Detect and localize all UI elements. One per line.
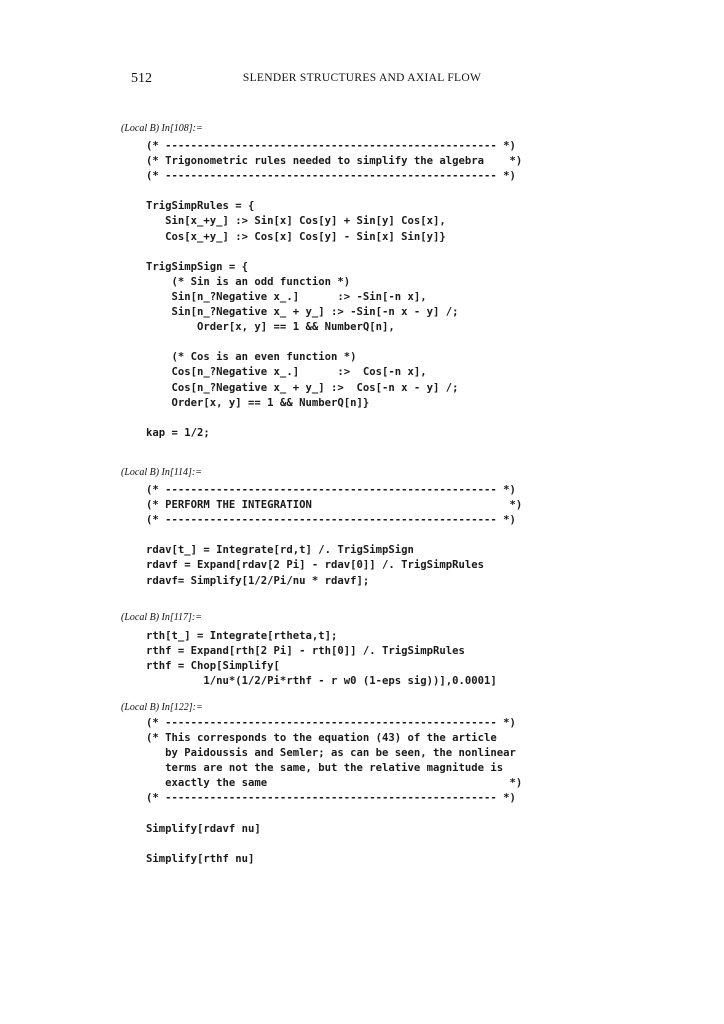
cell-label-117: (Local B) In[117]:= <box>121 612 202 623</box>
cell-label-122: (Local B) In[122]:= <box>121 702 203 713</box>
code-block-integration: (* ---------------------------------------------------- *) (* PERFORM THE INTEGRATION *) (* ---------------------------------------------------- *) rdav[t_] = Integrate[rd,t] /. TrigSimpSign rdavf = Expand[rdav[2 Pi] - rdav[0]] /. TrigSimpRules rdavf= Simplify[1/2/Pi/nu * rdavf]; <box>146 484 523 587</box>
page-number: 512 <box>131 71 152 86</box>
cell-label-114: (Local B) In[114]:= <box>121 467 202 478</box>
code-block-rtheta: rth[t_] = Integrate[rtheta,t]; rthf = Expand[rth[2 Pi] - rth[0]] /. TrigSimpRules rthf = Chop[Simplify[ 1/nu*(1/2/Pi*rthf - r w0 (1-eps sig))],0.0001] <box>146 630 497 688</box>
code-block-trig-rules: (* ---------------------------------------------------- *) (* Trigonometric rules needed to simplify the algebra *) (* ---------------------------------------------------- *) TrigSimpRules = { Sin[x_+y_] :> Sin[x] Cos[y] + Sin[y] Cos[x], Cos[x_+y_] :> Cos[x] Cos[y] - Sin[x] Sin[y]} TrigSimpSign = { (* Sin is an odd function *) Sin[n_?Negative x_.] :> -Sin[-n x], Sin[n_?Negative x_ + y_] :> -Sin[-n x - y] /; Order[x, y] == 1 && NumberQ[n], (* Cos is an even function *) Cos[n_?Negative x_.] :> Cos[-n x], Cos[n_?Negative x_ + y_] :> Cos[-n x - y] /; Order[x, y] == 1 && NumberQ[n]} kap = 1/2; <box>146 140 523 439</box>
running-title: SLENDER STRUCTURES AND AXIAL FLOW <box>242 72 482 84</box>
code-block-comparison: (* ---------------------------------------------------- *) (* This corresponds to the equation (43) of the article by Paidoussis and Semler; as can be seen, the nonlinear terms are not the same, but the relative magnitude is exactly the same *) (* ---------------------------------------------------- *) Simplify[rdavf nu] Simplify[rthf nu] <box>146 717 523 865</box>
cell-label-108: (Local B) In[108]:= <box>121 123 203 134</box>
